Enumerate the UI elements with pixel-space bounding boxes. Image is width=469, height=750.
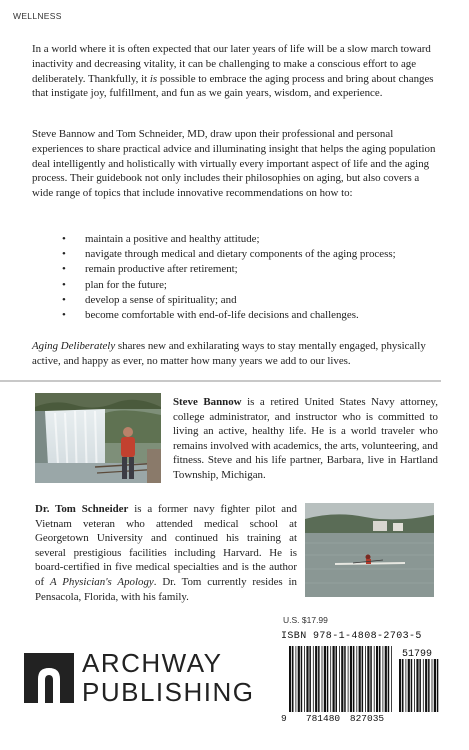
barcode-addon-bars bbox=[399, 659, 438, 712]
barcode-bar bbox=[292, 646, 294, 712]
section-divider bbox=[0, 380, 441, 382]
barcode-bar bbox=[434, 659, 436, 712]
barcode-bar bbox=[339, 646, 340, 712]
barcode-bar bbox=[408, 659, 410, 712]
barcode-bar bbox=[330, 646, 331, 712]
barcode-bar bbox=[348, 646, 349, 712]
barcode-bar bbox=[327, 646, 329, 712]
author-name: Dr. Tom Schneider bbox=[35, 503, 129, 515]
book-title: Aging Deliberately bbox=[32, 340, 116, 352]
barcode-bar bbox=[313, 646, 314, 712]
barcode-bar bbox=[432, 659, 433, 712]
barcode-right-digits: 827035 bbox=[349, 713, 385, 724]
barcode-bar bbox=[425, 659, 427, 712]
barcode-bars bbox=[289, 646, 392, 712]
barcode-bar bbox=[336, 646, 338, 712]
barcode-left-digits: 781480 bbox=[305, 713, 341, 724]
barcode bbox=[279, 644, 441, 724]
barcode-bar bbox=[385, 646, 387, 712]
barcode-bar bbox=[419, 659, 421, 712]
category-label: WELLNESS bbox=[13, 11, 62, 21]
barcode-bar bbox=[423, 659, 424, 712]
barcode-bar bbox=[296, 646, 297, 712]
barcode-bar bbox=[391, 646, 392, 712]
barcode-bar bbox=[356, 646, 357, 712]
author-photo-rowing bbox=[305, 503, 434, 597]
publisher-name-line1: ARCHWAY bbox=[82, 648, 223, 678]
barcode-bar bbox=[359, 646, 361, 712]
barcode-bar bbox=[306, 646, 308, 712]
recommendation-list bbox=[62, 232, 442, 323]
barcode-bar bbox=[406, 659, 407, 712]
publisher-name-line2: PUBLISHING bbox=[82, 677, 255, 707]
barcode-bar bbox=[416, 659, 418, 712]
archway-logo-icon bbox=[24, 653, 74, 703]
closing-paragraph: Aging Deliberately shares new and exhilarating ways to stay mentally engaged, physically active, and happy as ever, no matter how many years we add to our lives. bbox=[32, 340, 426, 367]
barcode-bar bbox=[322, 646, 323, 712]
barcode-bar bbox=[437, 659, 439, 712]
barcode-addon-digits: 51799 bbox=[401, 649, 433, 660]
barcode-bar bbox=[399, 659, 401, 712]
isbn-label: ISBN 978-1-4808-2703-5 bbox=[281, 631, 422, 642]
price-label: U.S. $17.99 bbox=[283, 615, 328, 625]
author-name: Steve Bannow bbox=[173, 396, 242, 408]
barcode-bar bbox=[383, 646, 384, 712]
publisher-logo bbox=[82, 649, 255, 707]
barcode-bar bbox=[411, 659, 413, 712]
barcode-bar bbox=[298, 646, 300, 712]
list-item: • navigate through medical and dietary components of the aging process; bbox=[62, 247, 442, 262]
intro-paragraph: In a world where it is often expected that our later years of life will be a slow march toward inactivity and decreasing vitality, it can be challenging to make a conscious effort to age deliberately. Thankfully, it is possible to embrace the aging process and bring about changes that instigate joy, fulfillment, and fun as we gain years, wisdom, and experience. bbox=[32, 43, 434, 100]
barcode-bar bbox=[318, 646, 320, 712]
barcode-bar bbox=[324, 646, 326, 712]
barcode-bar bbox=[353, 646, 355, 712]
barcode-bar bbox=[304, 646, 305, 712]
barcode-bar bbox=[350, 646, 352, 712]
barcode-bar bbox=[388, 646, 390, 712]
barcode-bar bbox=[309, 646, 311, 712]
barcode-bar bbox=[315, 646, 317, 712]
barcode-bar bbox=[370, 646, 372, 712]
list-item: • remain productive after retirement; bbox=[62, 262, 442, 277]
bio-tom-schneider: Dr. Tom Schneider is a former navy fighter pilot and Vietnam veteran who attended medical school at Georgetown University and continued his training at several prestigious facilities including Harvard. He is board-certified in five medical specialties and is the author of A Physician's Apology. Dr. Tom currently resides in Pensacola, Florida, with his family. bbox=[35, 503, 297, 603]
list-item: • develop a sense of spirituality; and bbox=[62, 293, 442, 308]
author-photo-waterfall bbox=[35, 393, 161, 483]
barcode-bar bbox=[301, 646, 303, 712]
list-item: • become comfortable with end-of-life decisions and challenges. bbox=[62, 308, 442, 323]
barcode-bar bbox=[374, 646, 375, 712]
authors-paragraph: Steve Bannow and Tom Schneider, MD, draw upon their professional and personal experiences to share practical advice and illuminating insight that helps the aging population deal intelligently and holistically with virtually every important aspect of life and the aging process. Their guidebook not only includes their philosophies on aging, but also covers a wide range of topics that include innovative recommendations on how to: bbox=[32, 128, 436, 200]
list-item: • plan for the future; bbox=[62, 278, 442, 293]
barcode-bar bbox=[376, 646, 378, 712]
bio-steve-bannow: Steve Bannow is a retired United States Navy attorney, college administrator, and instructor who is committed to living an active, healthy life. He is a world traveler who remains involved with academics, the arts, volunteering, and fitness. Steve and his life partner, Barbara, live in Hartland Township, Michigan. bbox=[173, 396, 439, 481]
barcode-bar bbox=[344, 646, 346, 712]
barcode-bar bbox=[289, 646, 291, 712]
barcode-lead-digit: 9 bbox=[281, 713, 287, 724]
barcode-bar bbox=[365, 646, 366, 712]
barcode-bar bbox=[428, 659, 430, 712]
list-item: • maintain a positive and healthy attitude; bbox=[62, 232, 442, 247]
barcode-bar bbox=[414, 659, 415, 712]
barcode-bar bbox=[341, 646, 343, 712]
barcode-bar bbox=[379, 646, 381, 712]
barcode-bar bbox=[362, 646, 364, 712]
barcode-bar bbox=[402, 659, 404, 712]
barcode-bar bbox=[367, 646, 369, 712]
barcode-bar bbox=[333, 646, 335, 712]
